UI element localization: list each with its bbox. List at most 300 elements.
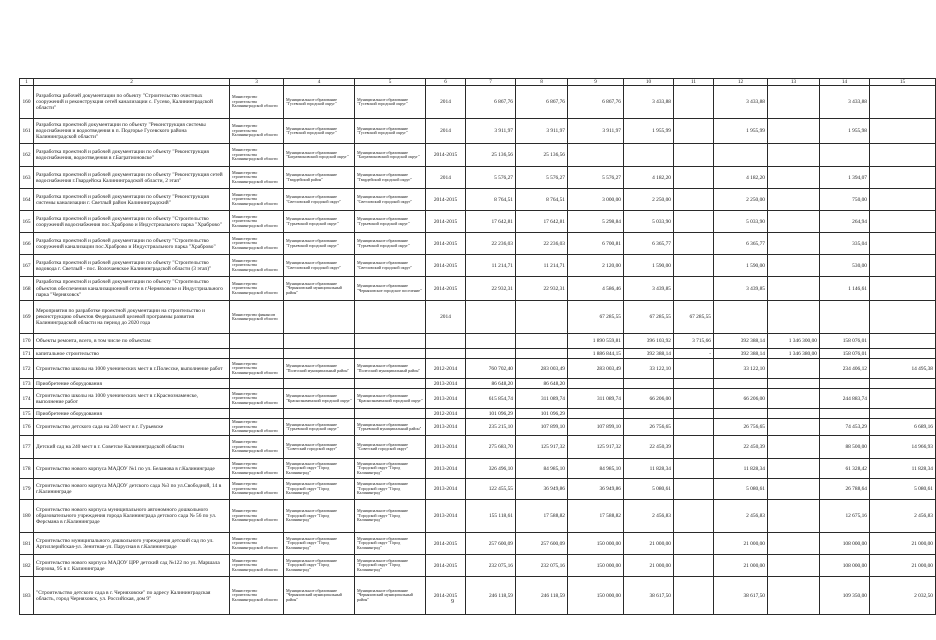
table-row — [20, 533, 936, 555]
funding-regional-cell: 2 250,00 — [714, 189, 768, 211]
description-cell: Разработка проектной и рабочей документации по объекту "Строительство сооружений водоснабжения пос.Храброво и Индустриального парка "Храброво" — [34, 211, 230, 233]
funding-regional-2-cell: 1 346 380,00 — [768, 349, 820, 359]
funding-regional-cell: 26 756,65 — [714, 419, 768, 436]
funding-federal-cell: 392 388,14 — [624, 349, 674, 359]
total-cost-cell: 257 600,09 — [466, 533, 516, 555]
remaining-cost-cell: 22 932,31 — [516, 277, 568, 301]
period-cell: 2014 — [426, 301, 466, 334]
total-cost-cell — [466, 349, 516, 359]
funding-local-cell: 264,94 — [820, 211, 870, 233]
description-cell: "Строительство детского сада в г. Черняховске" по адресу Калининградская область, город Черняховск, ул. Российская, дом 9" — [34, 577, 230, 615]
funding-regional-2-cell — [768, 144, 820, 167]
funding-regional-2-cell — [768, 359, 820, 379]
funding-regional-cell: 22 450,39 — [714, 436, 768, 459]
funding-regional-cell: 392 388,14 — [714, 334, 768, 349]
funding-other-cell — [870, 86, 936, 119]
funding-local-cell: 1 394,07 — [820, 167, 870, 189]
funding-local-cell: 3 433,88 — [820, 86, 870, 119]
funding-federal-cell: 66 206,00 — [624, 389, 674, 409]
funding-total-cell: 36 949,86 — [568, 479, 624, 500]
row-number-cell: 180 — [20, 500, 34, 533]
funding-federal-2-cell — [674, 555, 714, 577]
description-cell: Строительство нового корпуса муниципального автономного дошкольного образовательного учреждения города Калининграда детского сада № 56 по ул. Ферсмана в г.Калининграде — [34, 500, 230, 533]
row-number-cell: 179 — [20, 479, 34, 500]
customer-cell: Министерство строительства Калининградской области — [230, 459, 284, 479]
funding-federal-cell: 26 756,65 — [624, 419, 674, 436]
table-row — [20, 555, 936, 577]
customer-cell: Министерство строительства Калининградской области — [230, 144, 284, 167]
recipient-cell: Муниципальное образование "Гурьевский городской округ" — [355, 211, 426, 233]
row-number-cell: 172 — [20, 359, 34, 379]
table-row — [20, 379, 936, 389]
description-cell: капитальное строительство — [34, 349, 230, 359]
municipality-cell: Муниципальное образование "Светловский городской округ" — [284, 255, 355, 277]
funding-other-cell — [870, 409, 936, 419]
recipient-cell: Муниципальное образование "Гусевский городской округ" — [355, 86, 426, 119]
funding-federal-2-cell — [674, 167, 714, 189]
total-cost-cell: 101 096,29 — [466, 409, 516, 419]
recipient-cell: Муниципальное образование "Городской округ "Город Калининград" — [355, 555, 426, 577]
municipality-cell: Муниципальное образование "Гурьевский городской округ" — [284, 211, 355, 233]
funding-regional-2-cell — [768, 86, 820, 119]
funding-total-cell: 4 586,46 — [568, 277, 624, 301]
funding-regional-2-cell — [768, 211, 820, 233]
funding-federal-cell — [624, 409, 674, 419]
period-cell: 2014-2015 — [426, 555, 466, 577]
customer-cell: Министерство финансов Калининградской области — [230, 301, 284, 334]
customer-cell: Министерство строительства Калининградской области — [230, 436, 284, 459]
municipality-cell — [284, 349, 355, 359]
table-row — [20, 349, 936, 359]
recipient-cell: Муниципальное образование "Гвардейский городской округ" — [355, 167, 426, 189]
funding-local-cell: 234 406,12 — [820, 359, 870, 379]
recipient-cell: Муниципальное образование "Городской округ "Город Калининград" — [355, 500, 426, 533]
recipient-cell: Муниципальное образование "Городской округ "Город Калининград" — [355, 459, 426, 479]
recipient-cell: Муниципальное образование "Черняховское городское поселение" — [355, 277, 426, 301]
table-row — [20, 577, 936, 615]
total-cost-cell: 5 576,27 — [466, 167, 516, 189]
period-cell: 2014-2015 — [426, 211, 466, 233]
funding-total-cell: 150 000,00 — [568, 533, 624, 555]
row-number-cell: 171 — [20, 349, 34, 359]
funding-other-cell — [870, 119, 936, 144]
column-number-cell: 2 — [34, 79, 230, 86]
municipality-cell — [284, 334, 355, 349]
funding-federal-cell: 3 439,85 — [624, 277, 674, 301]
description-cell: Строительство муниципального дошкольного учреждения детский сад по ул. Артиллерийская-ул. Зенитная-ул. Парусная в г.Калининграде — [34, 533, 230, 555]
funding-regional-2-cell — [768, 479, 820, 500]
funding-total-cell: 311 089,74 — [568, 389, 624, 409]
funding-regional-cell — [714, 144, 768, 167]
funding-local-cell: 109 350,00 — [820, 577, 870, 615]
municipality-cell — [284, 379, 355, 389]
column-number-cell: 4 — [284, 79, 355, 86]
funding-total-cell: 283 003,49 — [568, 359, 624, 379]
remaining-cost-cell: 3 911,97 — [516, 119, 568, 144]
funding-regional-cell: 2 456,83 — [714, 500, 768, 533]
funding-regional-2-cell — [768, 189, 820, 211]
total-cost-cell: 8 764,51 — [466, 189, 516, 211]
municipality-cell: Муниципальное образование "Гусевский городской округ" — [284, 119, 355, 144]
recipient-cell: Муниципальное образование "Краснознаменский городской округ" — [355, 389, 426, 409]
table-row — [20, 459, 936, 479]
funding-regional-2-cell — [768, 533, 820, 555]
customer-cell: Министерство строительства Калининградской области — [230, 389, 284, 409]
period-cell: 2013-2014 — [426, 459, 466, 479]
funding-other-cell — [870, 233, 936, 255]
funding-local-cell — [820, 144, 870, 167]
total-cost-cell — [466, 334, 516, 349]
funding-regional-2-cell — [768, 277, 820, 301]
funding-federal-2-cell — [674, 419, 714, 436]
funding-federal-2-cell — [674, 189, 714, 211]
funding-total-cell: 5 576,27 — [568, 167, 624, 189]
total-cost-cell: 17 642,81 — [466, 211, 516, 233]
funding-federal-cell: 6 365,77 — [624, 233, 674, 255]
row-number-cell: 175 — [20, 409, 34, 419]
recipient-cell — [355, 379, 426, 389]
row-number-cell: 163 — [20, 167, 34, 189]
municipality-cell: Муниципальное образование "Городской округ "Город Калининград" — [284, 479, 355, 500]
period-cell: 2014-2015 — [426, 577, 466, 615]
description-cell: Разработка проектной и рабочей документации по объекту "Реконструкция водоснабжения, водоотведения в г.Багратионовске" — [34, 144, 230, 167]
funding-local-cell: 26 788,64 — [820, 479, 870, 500]
description-cell: Детский сад на 240 мест в г. Советске Калининградской области — [34, 436, 230, 459]
table-row — [20, 189, 936, 211]
funding-regional-2-cell — [768, 577, 820, 615]
customer-cell: Министерство строительства Калининградской области — [230, 211, 284, 233]
column-number-cell: 1 — [20, 79, 34, 86]
funding-local-cell: 530,00 — [820, 255, 870, 277]
customer-cell: Министерство строительства Калининградской области — [230, 167, 284, 189]
total-cost-cell: 22 932,31 — [466, 277, 516, 301]
row-number-cell: 166 — [20, 233, 34, 255]
funding-federal-cell: 67 285,55 — [624, 301, 674, 334]
funding-other-cell — [870, 301, 936, 334]
row-number-cell: 181 — [20, 533, 34, 555]
period-cell — [426, 349, 466, 359]
funding-local-cell: 108 000,00 — [820, 555, 870, 577]
funding-total-cell: 3 000,00 — [568, 189, 624, 211]
recipient-cell — [355, 334, 426, 349]
funding-local-cell: 88 500,00 — [820, 436, 870, 459]
funding-local-cell: 61 328,42 — [820, 459, 870, 479]
funding-federal-2-cell — [674, 359, 714, 379]
funding-federal-2-cell — [674, 479, 714, 500]
customer-cell: Министерство строительства Калининградской области — [230, 119, 284, 144]
funding-federal-cell: 1 590,00 — [624, 255, 674, 277]
funding-total-cell: 107 899,10 — [568, 419, 624, 436]
funding-other-cell: 11 828,34 — [870, 459, 936, 479]
funding-federal-2-cell — [674, 255, 714, 277]
remaining-cost-cell: 101 096,29 — [516, 409, 568, 419]
funding-total-cell: 5 298,84 — [568, 211, 624, 233]
funding-federal-cell: 4 182,20 — [624, 167, 674, 189]
remaining-cost-cell — [516, 301, 568, 334]
period-cell: 2013-2014 — [426, 419, 466, 436]
description-cell: Разработка проектной и рабочей документации по объекту "Строительство водовода г. Светлый - пос. Волочаевское Калининградской области (3 этап)" — [34, 255, 230, 277]
funding-regional-2-cell: 1 346 300,00 — [768, 334, 820, 349]
column-number-cell: 7 — [466, 79, 516, 86]
customer-cell — [230, 379, 284, 389]
row-number-cell: 161 — [20, 119, 34, 144]
total-cost-cell: 122 455,55 — [466, 479, 516, 500]
total-cost-cell: 3 911,97 — [466, 119, 516, 144]
funding-total-cell: 6 700,81 — [568, 233, 624, 255]
funding-total-cell: 150 000,00 — [568, 555, 624, 577]
funding-total-cell: 1 886 844,15 — [568, 349, 624, 359]
funding-federal-cell: 22 450,39 — [624, 436, 674, 459]
funding-other-cell — [870, 255, 936, 277]
funding-regional-2-cell — [768, 409, 820, 419]
funding-other-cell: 6 689,16 — [870, 419, 936, 436]
remaining-cost-cell: 11 214,71 — [516, 255, 568, 277]
total-cost-cell: 615 854,74 — [466, 389, 516, 409]
table-row — [20, 436, 936, 459]
row-number-cell: 160 — [20, 86, 34, 119]
funding-federal-cell: 396 103,92 — [624, 334, 674, 349]
description-cell: Строительство школы на 1000 ученических мест в г.Краснознаменске, выполнение работ — [34, 389, 230, 409]
municipality-cell: Муниципальное образование "Гусевский городской округ" — [284, 86, 355, 119]
funding-other-cell — [870, 389, 936, 409]
funding-federal-2-cell: 67 285,55 — [674, 301, 714, 334]
funding-regional-cell: 5 033,90 — [714, 211, 768, 233]
period-cell: 2014 — [426, 167, 466, 189]
remaining-cost-cell: 8 764,51 — [516, 189, 568, 211]
row-number-cell: 168 — [20, 277, 34, 301]
funding-total-cell: 2 120,00 — [568, 255, 624, 277]
funding-federal-2-cell — [674, 533, 714, 555]
funding-regional-cell: 392 388,14 — [714, 349, 768, 359]
funding-total-cell — [568, 144, 624, 167]
funding-federal-cell: 2 250,00 — [624, 189, 674, 211]
row-number-cell: 174 — [20, 389, 34, 409]
municipality-cell — [284, 409, 355, 419]
column-number-cell: 8 — [516, 79, 568, 86]
funding-federal-2-cell — [674, 233, 714, 255]
funding-regional-cell: 21 000,00 — [714, 533, 768, 555]
funding-regional-2-cell — [768, 379, 820, 389]
remaining-cost-cell: 86 648,20 — [516, 379, 568, 389]
recipient-cell: Муниципальное образование "Гусевский городской округ" — [355, 119, 426, 144]
description-cell: Мероприятия по разработке проектной документации на строительство и реконструкцию объектов Федеральной целевой программы развития Калининградской области на период до 2020 года — [34, 301, 230, 334]
funding-regional-2-cell — [768, 119, 820, 144]
column-number-cell: 12 — [714, 79, 768, 86]
recipient-cell: Муниципальное образование "Светловский городской округ" — [355, 255, 426, 277]
row-number-cell: 165 — [20, 211, 34, 233]
funding-federal-2-cell — [674, 144, 714, 167]
table-row — [20, 233, 936, 255]
recipient-cell: Муниципальное образование "Советский городской округ" — [355, 436, 426, 459]
table-row — [20, 119, 936, 144]
funding-federal-2-cell — [674, 389, 714, 409]
table-row — [20, 389, 936, 409]
funding-federal-2-cell — [674, 86, 714, 119]
funding-regional-cell — [714, 409, 768, 419]
period-cell: 2013-2014 — [426, 500, 466, 533]
funding-regional-cell: 38 617,50 — [714, 577, 768, 615]
customer-cell: Министерство строительства Калининградской области — [230, 479, 284, 500]
funding-other-cell — [870, 379, 936, 389]
total-cost-cell: 25 136,56 — [466, 144, 516, 167]
funding-local-cell — [820, 379, 870, 389]
recipient-cell: Муниципальное образование "Городской округ "Город Калининград" — [355, 533, 426, 555]
municipality-cell: Муниципальное образование "Городской округ "Город Калининград" — [284, 555, 355, 577]
funding-regional-2-cell — [768, 436, 820, 459]
municipality-cell: Муниципальное образование "Багратионовский городской округ" — [284, 144, 355, 167]
customer-cell — [230, 349, 284, 359]
table-row — [20, 255, 936, 277]
funding-federal-cell: 2 456,83 — [624, 500, 674, 533]
funding-federal-cell: 11 828,34 — [624, 459, 674, 479]
column-number-cell: 9 — [568, 79, 624, 86]
description-cell: Разработка проектной и рабочей документации по объекту "Реконструкция системы канализации г. Светлый район Калининградский" — [34, 189, 230, 211]
period-cell: 2013-2014 — [426, 389, 466, 409]
municipality-cell: Муниципальное образование "Светловский городской округ" — [284, 189, 355, 211]
row-number-cell: 182 — [20, 555, 34, 577]
period-cell — [426, 334, 466, 349]
funding-regional-cell: 5 080,61 — [714, 479, 768, 500]
customer-cell: Министерство строительства Калининградской области — [230, 577, 284, 615]
total-cost-cell — [466, 301, 516, 334]
funding-regional-cell: 3 433,88 — [714, 86, 768, 119]
column-number-cell: 10 — [624, 79, 674, 86]
funding-other-cell — [870, 211, 936, 233]
total-cost-cell: 232 075,16 — [466, 555, 516, 577]
funding-total-cell: 67 285,55 — [568, 301, 624, 334]
total-cost-cell: 11 214,71 — [466, 255, 516, 277]
total-cost-cell: 275 683,70 — [466, 436, 516, 459]
funding-local-cell: 750,00 — [820, 189, 870, 211]
row-number-cell: 162 — [20, 144, 34, 167]
funding-federal-2-cell — [674, 379, 714, 389]
description-cell: Разработка проектной документации по объекту "Реконструкция системы водоснабжения и водоотведения в п. Подгорье Гусевского района Калининградской области" — [34, 119, 230, 144]
funding-federal-2-cell — [674, 500, 714, 533]
funding-other-cell — [870, 277, 936, 301]
column-number-cell: 13 — [768, 79, 820, 86]
funding-other-cell — [870, 349, 936, 359]
period-cell: 2014 — [426, 119, 466, 144]
description-cell: Строительство школы на 1000 ученических мест в г.Полесске, выполнение работ — [34, 359, 230, 379]
funding-other-cell — [870, 189, 936, 211]
funding-total-cell — [568, 379, 624, 389]
table-row — [20, 144, 936, 167]
row-number-cell: 177 — [20, 436, 34, 459]
customer-cell: Министерство строительства Калининградской области — [230, 233, 284, 255]
customer-cell — [230, 334, 284, 349]
funding-federal-2-cell — [674, 119, 714, 144]
customer-cell: Министерство строительства Калининградской области — [230, 555, 284, 577]
municipality-cell: Муниципальное образование "Городской округ "Город Калининград" — [284, 459, 355, 479]
funding-federal-2-cell — [674, 436, 714, 459]
recipient-cell: Муниципальное образование "Гурьевский муниципальный район" — [355, 419, 426, 436]
municipality-cell: Муниципальное образование "Краснознаменский городской округ" — [284, 389, 355, 409]
recipient-cell: Муниципальное образование "Светловский городской округ" — [355, 189, 426, 211]
funding-regional-cell: 21 000,00 — [714, 555, 768, 577]
funding-federal-2-cell — [674, 459, 714, 479]
period-cell: 2012-2014 — [426, 409, 466, 419]
funding-total-cell — [568, 409, 624, 419]
column-number-cell: 14 — [820, 79, 870, 86]
total-cost-cell: 6 867,76 — [466, 86, 516, 119]
funding-other-cell: 5 080,61 — [870, 479, 936, 500]
row-number-cell: 164 — [20, 189, 34, 211]
remaining-cost-cell: 283 003,49 — [516, 359, 568, 379]
funding-total-cell: 3 911,97 — [568, 119, 624, 144]
description-cell: Разработка рабочей документации по объекту "Строительство очистных сооружений и реконструкция сетей канализации с. Гусево, Калининградской области" — [34, 86, 230, 119]
row-number-cell: 173 — [20, 379, 34, 389]
funding-federal-2-cell — [674, 277, 714, 301]
total-cost-cell: 235 215,10 — [466, 419, 516, 436]
total-cost-cell: 246 118,59 — [466, 577, 516, 615]
funding-federal-cell: 21 000,00 — [624, 533, 674, 555]
period-cell: 2013-2014 — [426, 379, 466, 389]
period-cell: 2014-2015 — [426, 233, 466, 255]
table-row — [20, 167, 936, 189]
municipality-cell: Муниципальное образование "Городской округ "Город Калининград" — [284, 533, 355, 555]
funding-local-cell: 1 955,98 — [820, 119, 870, 144]
row-number-cell: 167 — [20, 255, 34, 277]
customer-cell: Министерство строительства Калининградской области — [230, 277, 284, 301]
column-number-cell: 6 — [426, 79, 466, 86]
remaining-cost-cell: 17 642,81 — [516, 211, 568, 233]
funding-federal-cell — [624, 144, 674, 167]
period-cell: 2012-2014 — [426, 359, 466, 379]
table-row — [20, 334, 936, 349]
description-cell: Приобретение оборудования — [34, 409, 230, 419]
customer-cell: Министерство строительства Калининградской области — [230, 86, 284, 119]
municipality-cell: Муниципальное образование "Черняховский муниципальный район" — [284, 577, 355, 615]
remaining-cost-cell: 107 899,10 — [516, 419, 568, 436]
funding-local-cell: 74 453,29 — [820, 419, 870, 436]
table-row — [20, 277, 936, 301]
funding-other-cell — [870, 144, 936, 167]
funding-local-cell: 108 000,00 — [820, 533, 870, 555]
remaining-cost-cell: 232 075,16 — [516, 555, 568, 577]
municipality-cell: Муниципальное образование "Гвардейский район" — [284, 167, 355, 189]
period-cell: 2014-2015 — [426, 255, 466, 277]
funding-regional-cell: 6 365,77 — [714, 233, 768, 255]
row-number-cell: 178 — [20, 459, 34, 479]
description-cell: Строительство детского сада на 240 мест в г. Гурьевске — [34, 419, 230, 436]
funding-federal-2-cell: - — [674, 349, 714, 359]
customer-cell: Министерство строительства Калининградской области — [230, 359, 284, 379]
table-row — [20, 359, 936, 379]
funding-local-cell: 335,04 — [820, 233, 870, 255]
customer-cell: Министерство строительства Калининградской области — [230, 500, 284, 533]
funding-local-cell: 158 076,01 — [820, 334, 870, 349]
funding-total-cell: 150 000,00 — [568, 577, 624, 615]
total-cost-cell: 326 496,10 — [466, 459, 516, 479]
funding-regional-cell: 1 955,99 — [714, 119, 768, 144]
column-number-cell: 15 — [870, 79, 936, 86]
recipient-cell — [355, 409, 426, 419]
funding-regional-2-cell — [768, 167, 820, 189]
funding-regional-2-cell — [768, 500, 820, 533]
description-cell: Разработка проектной и рабочей документации по объекту "Реконструкция сетей водоснабжения г.Гвардейска Калининградской области, 2 этап" — [34, 167, 230, 189]
funding-regional-2-cell — [768, 301, 820, 334]
funding-federal-cell: 5 080,61 — [624, 479, 674, 500]
remaining-cost-cell: 125 917,32 — [516, 436, 568, 459]
customer-cell: Министерство строительства Калининградской области — [230, 419, 284, 436]
funding-federal-2-cell — [674, 577, 714, 615]
funding-total-cell: 17 588,82 — [568, 500, 624, 533]
funding-regional-cell: 4 182,20 — [714, 167, 768, 189]
period-cell: 2013-2014 — [426, 436, 466, 459]
funding-local-cell — [820, 301, 870, 334]
remaining-cost-cell: 311 089,74 — [516, 389, 568, 409]
column-number-cell: 11 — [674, 79, 714, 86]
